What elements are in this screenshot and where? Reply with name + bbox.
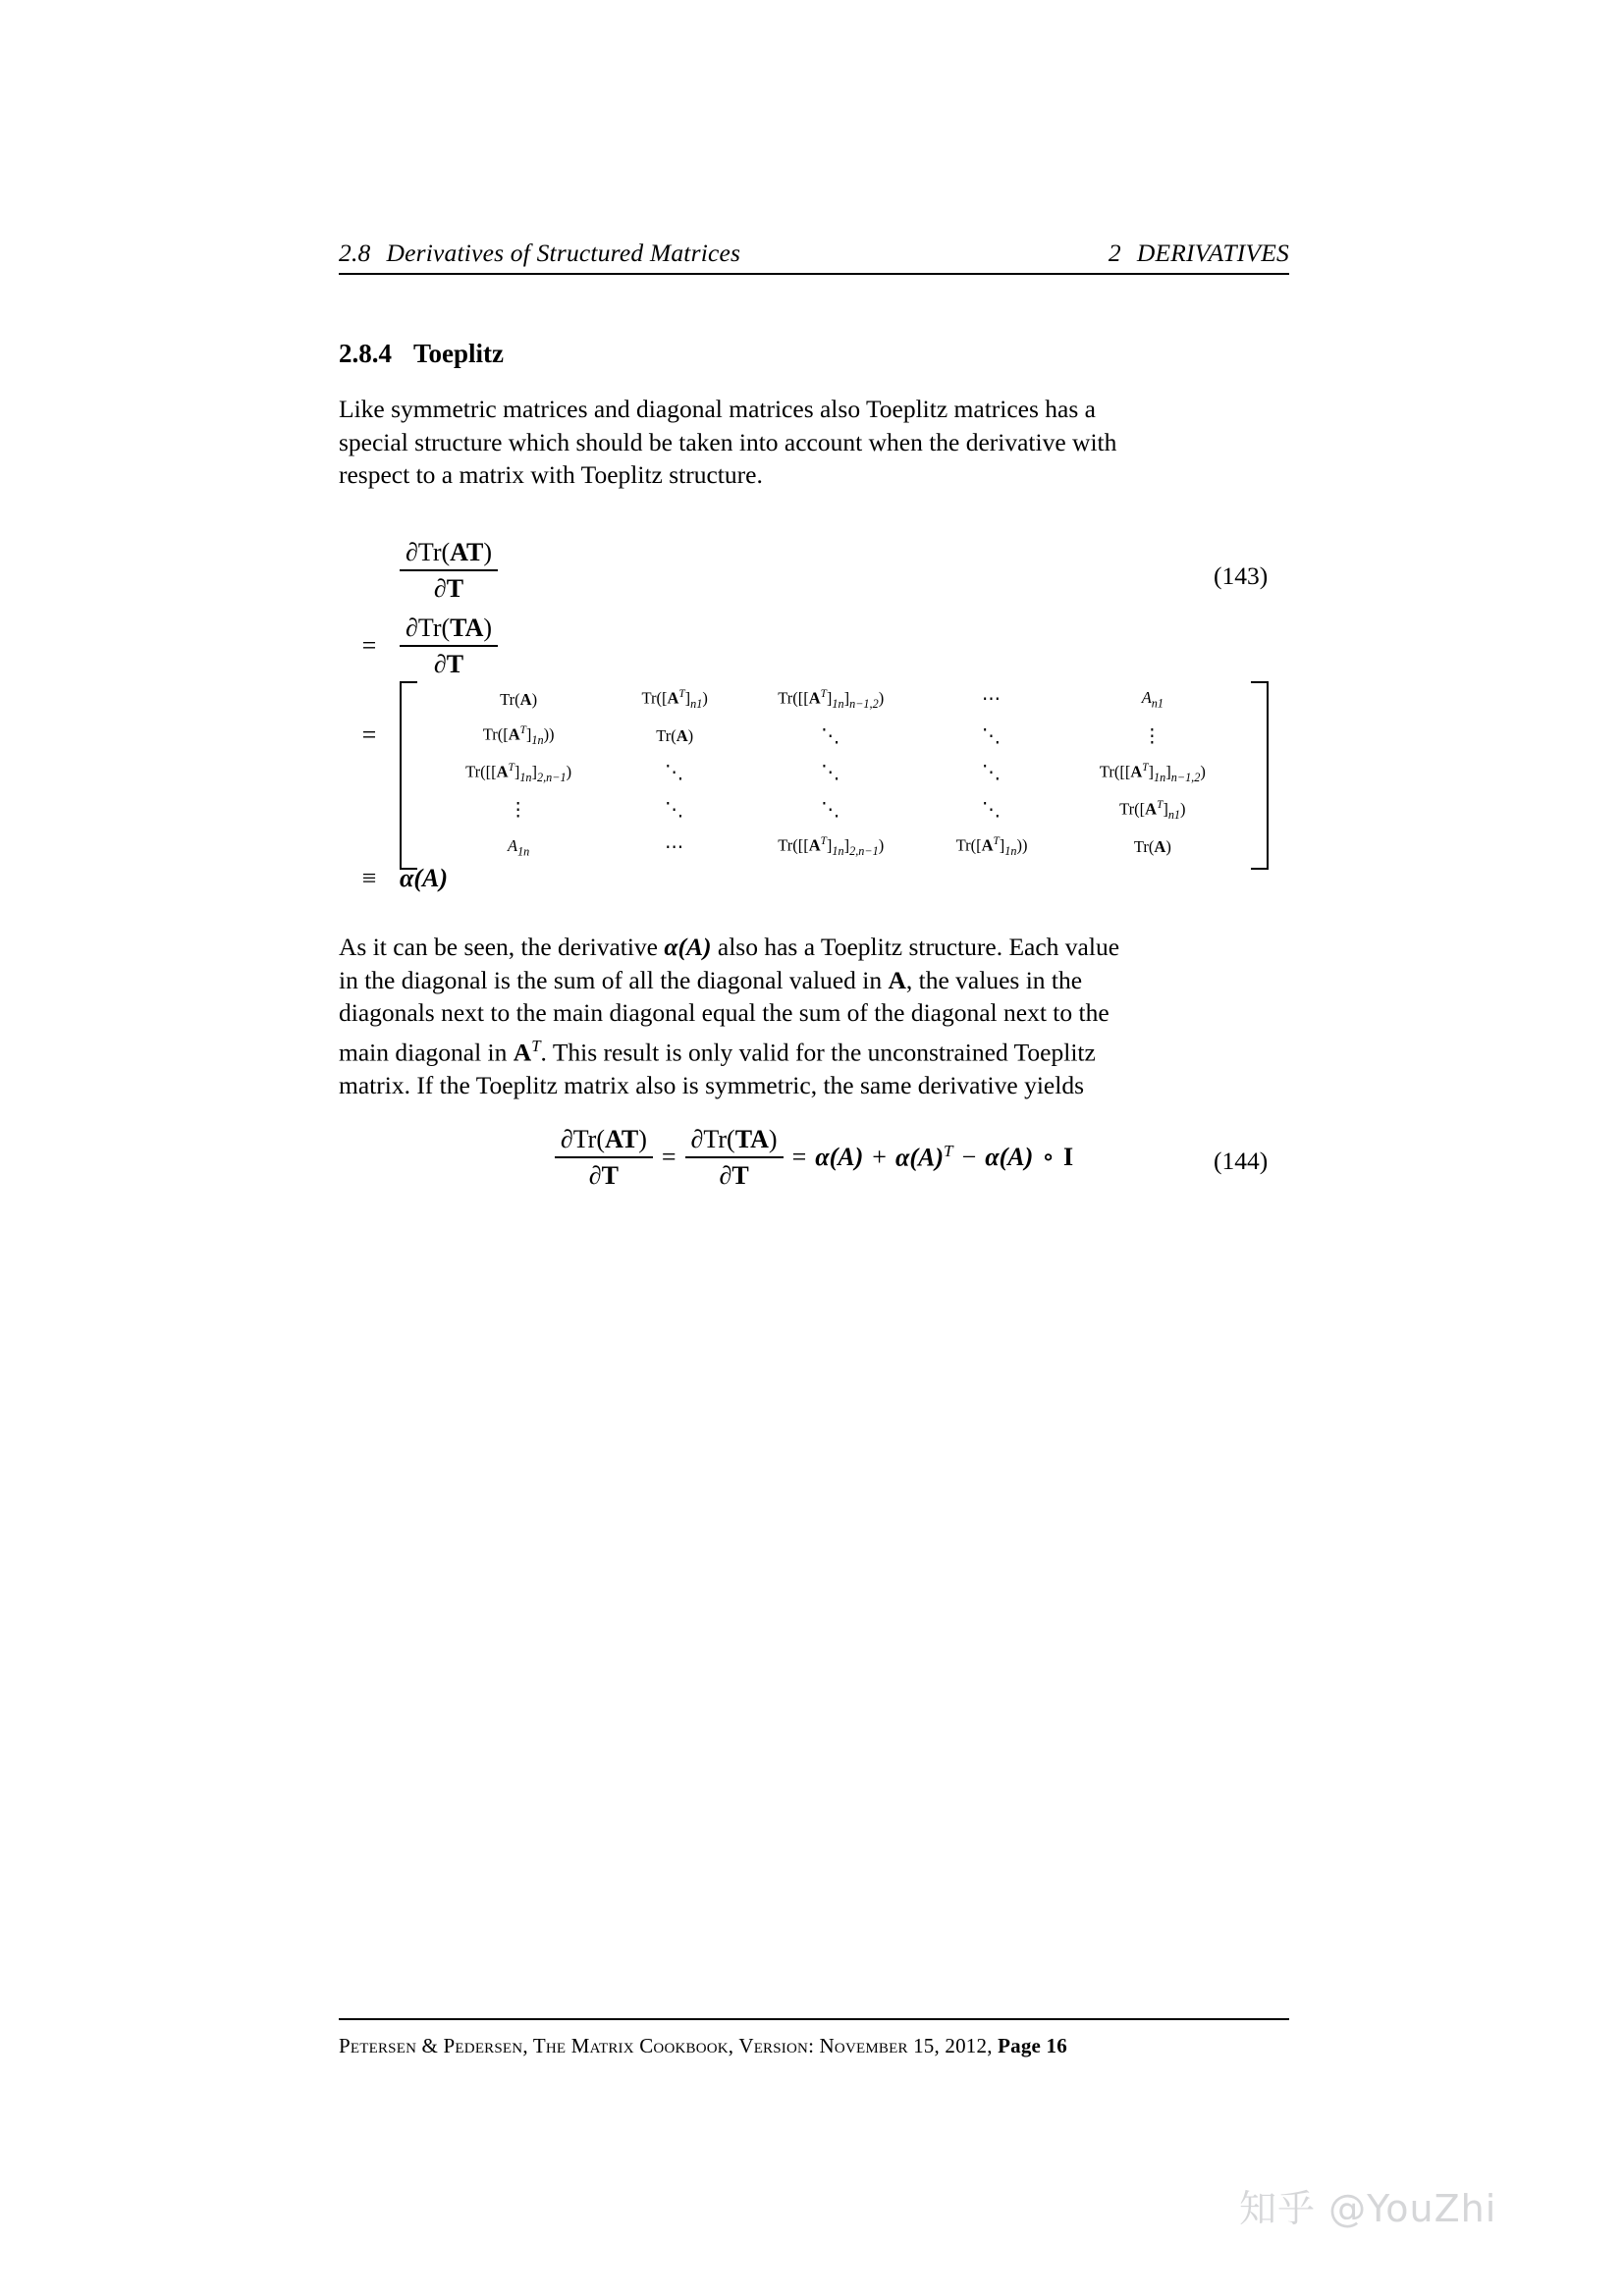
- paragraph-line: matrix. If the Toeplitz matrix also is symmetric, the same derivative yields: [339, 1070, 1084, 1099]
- eq143-fraction-1-denominator: [428, 571, 469, 604]
- text-fragment: also has a Toeplitz structure. Each value: [711, 933, 1120, 961]
- eq144-fraction-lhs: [555, 1125, 653, 1191]
- matrix-cell-ellipsis: ⋮: [1142, 725, 1163, 747]
- paragraph-line: special structure which should be taken into account when the derivative with: [339, 427, 1117, 456]
- matrix-cell-ellipsis: ⋱: [665, 763, 685, 784]
- matrix-argument: AT: [450, 538, 484, 566]
- inline-alpha-symbol: α(A): [664, 933, 712, 961]
- matrix-cell-ellipsis: ⋯: [665, 836, 685, 858]
- trace-operator: Tr(: [417, 614, 451, 642]
- paren-close: ): [638, 1125, 647, 1153]
- paragraph-line: [339, 1030, 1289, 1069]
- matrix-argument: TA: [450, 614, 484, 642]
- eq144-identity-matrix: I: [1063, 1143, 1074, 1172]
- paragraph-line: diagonals next to the main diagonal equal the sum of the diagonal next to the: [339, 998, 1110, 1027]
- eq143-fraction-1: [400, 538, 498, 604]
- matrix-variable: T: [731, 1160, 749, 1190]
- matrix-cell: $Tr([A^T]_{1n})$): [955, 835, 1028, 859]
- matrix-argument: TA: [734, 1125, 769, 1153]
- eq144-term-3: α(A): [985, 1143, 1034, 1172]
- section-number: 2.8.4: [339, 339, 392, 368]
- matrix-cell-ellipsis: ⋱: [982, 800, 1002, 822]
- partial-symbol: ∂: [690, 1125, 704, 1153]
- watermark: 知乎 @YouZhi: [1239, 2187, 1497, 2230]
- explanation-paragraph: [339, 931, 1289, 1101]
- partial-symbol: ∂: [406, 538, 418, 566]
- inline-matrix-symbol: A: [888, 965, 906, 994]
- text-fragment: in the diagonal is the sum of all the diagonal valued in: [339, 965, 889, 994]
- eq144-fraction-mid: [685, 1125, 784, 1191]
- footer-rule: [339, 2018, 1289, 2020]
- partial-symbol: ∂: [560, 1125, 573, 1153]
- eq144-term-2-group: [895, 1142, 953, 1173]
- footer-page-number: Page 16: [998, 2034, 1067, 2057]
- text-fragment: main diagonal in: [339, 1038, 514, 1066]
- paragraph-line: [339, 931, 1289, 964]
- footer-citation: Petersen & Pedersen, The Matrix Cookbook, Version: November 15, 2012,: [339, 2034, 999, 2057]
- eq143-fraction-1-numerator: [400, 538, 498, 569]
- matrix-cell: $A_{n1}$: [1141, 688, 1164, 711]
- matrix-cell-ellipsis: ⋱: [982, 763, 1002, 784]
- running-head-rule: [339, 273, 1289, 275]
- eq143-line-1: [339, 538, 498, 604]
- inline-matrix-symbol: A: [513, 1038, 532, 1066]
- matrix-bracket-left: [400, 681, 417, 870]
- eq143-line-4: [339, 864, 448, 893]
- intro-paragraph: [339, 393, 1289, 492]
- matrix-variable: T: [446, 649, 464, 678]
- partial-symbol: ∂: [433, 573, 447, 603]
- equation-144: [339, 1125, 1289, 1191]
- running-head-chapter-number: 2: [1108, 239, 1121, 267]
- eq143-line-2: [339, 614, 498, 679]
- partial-symbol: ∂: [406, 614, 418, 642]
- section-heading: [339, 339, 504, 369]
- matrix-cell-ellipsis: ⋮: [509, 800, 529, 822]
- matrix-cell: Tr(A): [1133, 837, 1171, 857]
- eq143-alpha-result: α(A): [400, 864, 449, 892]
- eq144-term-1: α(A): [815, 1143, 864, 1172]
- eq143-fraction-2: [400, 614, 498, 679]
- matrix-cell-ellipsis: ⋱: [982, 725, 1002, 747]
- matrix-cell: $Tr([A^T]_{n1})$: [1119, 798, 1186, 822]
- eq143-fraction-2-denominator: [428, 647, 469, 679]
- trace-operator: Tr(: [417, 538, 451, 566]
- eq143-fraction-2-numerator: [400, 614, 498, 645]
- matrix-cell: $Tr([A^T]_{1n})$): [482, 724, 555, 748]
- eq144-plus: +: [872, 1143, 887, 1172]
- matrix-row: [423, 792, 1248, 829]
- matrix-cell: Tr(A): [656, 726, 694, 746]
- matrix-cell: $Tr([[A^T]_{1n}]_{n-1,2})$: [778, 687, 885, 711]
- matrix-cell: Tr(A): [500, 689, 538, 709]
- trace-operator: Tr(: [572, 1125, 605, 1153]
- running-head-right: [1109, 239, 1289, 268]
- running-head-section-title: Derivatives of Structured Matrices: [386, 239, 741, 267]
- eq144-equals-1: =: [661, 1143, 677, 1172]
- eq143-relation-equals-1: =: [361, 631, 377, 661]
- matrix-grid: [423, 681, 1248, 866]
- matrix-row: [423, 681, 1248, 719]
- page-footer: [339, 2034, 1289, 2058]
- matrix-cell: $Tr([[A^T]_{1n}]_{n-1,2})$: [1099, 762, 1206, 784]
- matrix-cell-ellipsis: ⋱: [821, 800, 841, 822]
- partial-symbol: ∂: [588, 1160, 602, 1190]
- eq144-mid-denominator: [713, 1158, 754, 1191]
- transpose-superscript: T: [531, 1036, 541, 1055]
- running-head-section-number: 2.8: [339, 239, 371, 267]
- matrix-variable: T: [446, 573, 464, 603]
- paragraph-line: respect to a matrix with Toeplitz structure.: [339, 460, 763, 489]
- partial-symbol: ∂: [433, 649, 447, 678]
- eq143-line-3-relation: [339, 721, 400, 750]
- matrix-cell-ellipsis: ⋯: [982, 689, 1002, 711]
- eq144-mid-numerator: [685, 1125, 784, 1156]
- eq143-relation-equals-2: =: [361, 721, 377, 749]
- matrix-cell: $Tr([[A^T]_{1n}]_{2,n-1})$: [778, 835, 885, 859]
- section-title: Toeplitz: [413, 339, 505, 368]
- toeplitz-derivative-matrix: [400, 681, 1269, 866]
- eq144-minus: −: [961, 1143, 977, 1172]
- matrix-cell: $Tr([[A^T]_{1n}]_{2,n-1})$: [465, 762, 572, 784]
- matrix-bracket-right: [1251, 681, 1269, 870]
- eq144-term-2: α(A): [894, 1144, 945, 1173]
- trace-operator: Tr(: [703, 1125, 735, 1153]
- matrix-cell: $Tr([A^T]_{n1})$: [641, 687, 708, 711]
- matrix-argument: AT: [605, 1125, 639, 1153]
- hadamard-product-icon: ∘: [1042, 1143, 1056, 1172]
- equation-143-number: (143): [1214, 561, 1269, 590]
- matrix-cell: $A_{1n}$: [507, 835, 530, 858]
- paragraph-line: [339, 964, 1289, 997]
- eq143-relation-equiv: ≡: [361, 864, 377, 892]
- transpose-superscript: T: [944, 1142, 953, 1161]
- running-head-left: [339, 239, 740, 268]
- paren-close: ): [768, 1125, 778, 1153]
- partial-symbol: ∂: [719, 1160, 732, 1190]
- matrix-row: [423, 828, 1248, 866]
- matrix-row: [423, 755, 1248, 792]
- text-fragment: , the values in the: [905, 965, 1083, 994]
- paren-close: ): [483, 538, 493, 566]
- paren-close: ): [483, 614, 493, 642]
- matrix-variable: T: [601, 1160, 619, 1190]
- running-head-chapter-title: DERIVATIVES: [1136, 239, 1289, 267]
- matrix-cell-ellipsis: ⋱: [665, 800, 685, 822]
- text-fragment: As it can be seen, the derivative: [339, 933, 665, 961]
- matrix-cell-ellipsis: ⋱: [821, 725, 841, 747]
- matrix-cell-ellipsis: ⋱: [821, 763, 841, 784]
- eq144-lhs-numerator: [555, 1125, 653, 1156]
- equation-144-number: (144): [1214, 1147, 1269, 1175]
- paragraph-line: Like symmetric matrices and diagonal matrices also Toeplitz matrices has a: [339, 395, 1096, 423]
- eq144-lhs-denominator: [583, 1158, 624, 1191]
- matrix-row: [423, 719, 1248, 756]
- text-fragment: . This result is only valid for the unconstrained Toeplitz: [540, 1038, 1096, 1066]
- eq144-equals-2: =: [791, 1143, 807, 1172]
- running-head: [339, 239, 1289, 268]
